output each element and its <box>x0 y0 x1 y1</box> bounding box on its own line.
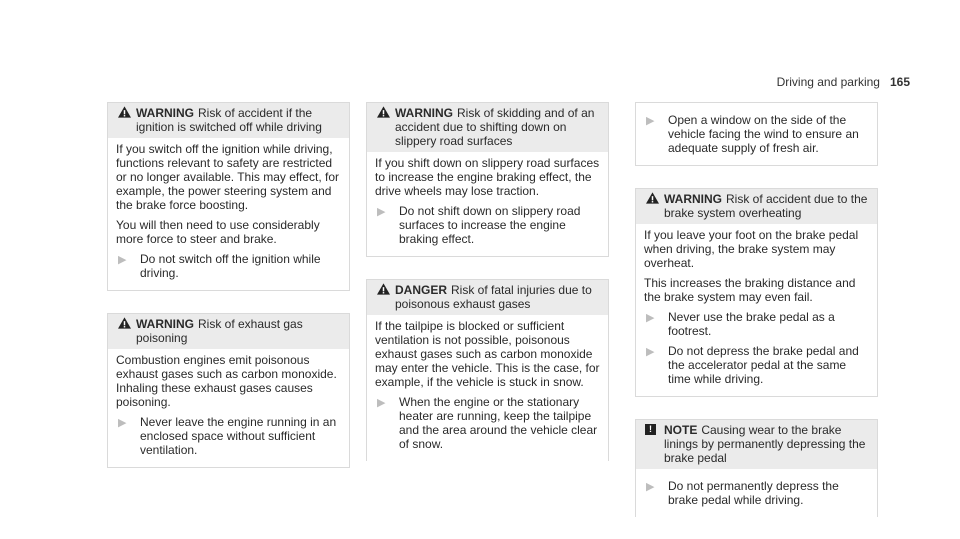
paragraph: Combustion engines emit poisonous exhaust gases such as carbon monoxide. Inhaling these exhaust gases causes poisoning. <box>116 353 337 409</box>
danger-keyword: DANGER <box>395 283 448 297</box>
page-header <box>777 75 910 89</box>
instruction-step <box>375 204 600 246</box>
warning-box-brake-overheat <box>635 188 878 397</box>
arrow-bullet-icon: ▶ <box>118 254 127 266</box>
step-text: When the engine or the stationary heater are running, keep the tailpipe and the area around the vehicle clear of snow. <box>399 395 598 451</box>
warning-title: Risk of accident due to the brake system overheating <box>664 192 868 220</box>
warning-triangle-icon <box>377 283 390 295</box>
step-text: Do not switch off the ignition while driving. <box>140 252 321 280</box>
step-text: Open a window on the side of the vehicle facing the wind to ensure an adequate supply of fresh air. <box>668 113 859 155</box>
warning-keyword: WARNING <box>395 106 453 120</box>
warning-title: Risk of exhaust gas poisoning <box>136 317 303 345</box>
step-text: Never leave the engine running in an enclosed space without sufficient ventilation. <box>140 415 337 457</box>
warning-header <box>367 103 608 152</box>
column-3 <box>635 102 878 539</box>
warning-box-skidding <box>366 102 609 257</box>
arrow-bullet-icon: ▶ <box>646 115 655 127</box>
note-box-brake-linings <box>635 419 878 517</box>
warning-title: Risk of accident if the ignition is switched off while driving <box>136 106 322 134</box>
paragraph: If you leave your foot on the brake pedal when driving, the brake system may overheat. <box>644 228 859 270</box>
warning-triangle-icon <box>377 106 390 118</box>
instruction-step <box>644 310 869 338</box>
warning-header <box>108 314 349 349</box>
paragraph: You will then need to use considerably more force to steer and brake. <box>116 218 320 246</box>
step-text: Do not shift down on slippery road surfaces to increase the engine braking effect. <box>399 204 581 246</box>
paragraph: If you shift down on slippery road surfaces to increase the engine braking effect, the drive wheels may lose traction. <box>375 156 600 198</box>
paragraph: If you switch off the ignition while driving, functions relevant to safety are restricted or no longer available. This may effect, for example, the power steering system and the brake force boosting. <box>116 142 340 212</box>
continued-body <box>636 103 877 165</box>
column-1 <box>107 102 350 490</box>
warning-body <box>636 224 877 396</box>
note-title: Causing wear to the brake linings by permanently depressing the brake pedal <box>664 423 866 465</box>
warning-triangle-icon <box>646 192 659 204</box>
danger-header <box>367 280 608 315</box>
instruction-step <box>644 479 869 507</box>
danger-title: Risk of fatal injuries due to poisonous exhaust gases <box>395 283 592 311</box>
warning-header <box>108 103 349 138</box>
warning-body <box>108 349 349 467</box>
warning-body <box>367 152 608 256</box>
warning-triangle-icon <box>118 106 131 118</box>
warning-keyword: WARNING <box>136 106 194 120</box>
warning-box-ignition <box>107 102 350 291</box>
step-text: Do not permanently depress the brake pedal while driving. <box>668 479 839 507</box>
instruction-step <box>116 252 341 280</box>
arrow-bullet-icon: ▶ <box>646 312 655 324</box>
paragraph: This increases the braking distance and the brake system may even fail. <box>644 276 856 304</box>
note-header <box>636 420 877 469</box>
warning-triangle-icon <box>118 317 131 329</box>
page-number: 165 <box>889 75 910 89</box>
note-keyword: NOTE <box>664 423 698 437</box>
instruction-step <box>116 415 341 457</box>
arrow-bullet-icon: ▶ <box>646 481 655 493</box>
warning-header <box>636 189 877 224</box>
warning-keyword: WARNING <box>664 192 722 206</box>
section-title: Driving and parking <box>776 75 880 89</box>
instruction-step <box>644 344 869 386</box>
arrow-bullet-icon: ▶ <box>377 397 386 409</box>
note-exclamation-icon: ! <box>645 424 656 435</box>
arrow-bullet-icon: ▶ <box>646 346 655 358</box>
step-text: Do not depress the brake pedal and the accelerator pedal at the same time while driving. <box>668 344 859 386</box>
warning-keyword: WARNING <box>136 317 194 331</box>
danger-box-exhaust <box>366 279 609 461</box>
warning-box-exhaust <box>107 313 350 468</box>
warning-body <box>108 138 349 290</box>
instruction-step <box>644 113 869 155</box>
warning-title: Risk of skidding and of an accident due to shifting down on slippery road surfaces <box>395 106 595 148</box>
note-body <box>636 469 877 517</box>
instruction-step <box>375 395 600 451</box>
danger-body <box>367 315 608 461</box>
continued-box <box>635 102 878 166</box>
arrow-bullet-icon: ▶ <box>118 417 127 429</box>
column-2 <box>366 102 609 483</box>
step-text: Never use the brake pedal as a footrest. <box>668 310 835 338</box>
paragraph: If the tailpipe is blocked or sufficient ventilation is not possible, poisonous exhaust gases such as carbon monoxide may enter the vehicle. This is the case, for example, if the vehicle is stuck in snow. <box>375 319 600 389</box>
arrow-bullet-icon: ▶ <box>377 206 386 218</box>
